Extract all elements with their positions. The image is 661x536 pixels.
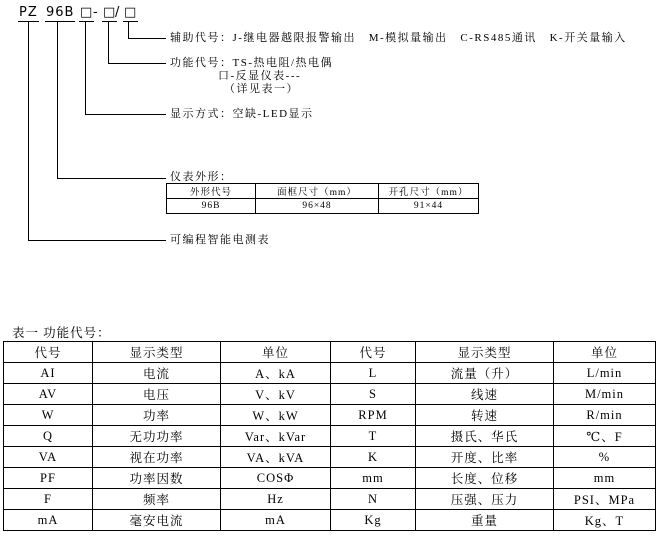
function-table-header-cell: 显示类型 — [93, 342, 221, 363]
function-table-cell: COSΦ — [221, 468, 331, 489]
table-row — [4, 447, 656, 468]
function-table-cell: S — [331, 384, 416, 405]
function-table-header-cell: 显示类型 — [416, 342, 554, 363]
function-table-cell: K — [331, 447, 416, 468]
function-table-cell: 压强、压力 — [416, 489, 554, 510]
connector-line — [85, 22, 86, 114]
branch-func-label: 功能代号：TS-热电阻/热电偶 — [170, 57, 334, 69]
function-table-cell: A、kA — [221, 363, 331, 384]
function-table-cell: mA — [4, 510, 93, 531]
branch-aux-label: 辅助代号：J-继电器越限报警输出 M-模拟量输出 C-RS485通讯 K-开关量输入 — [170, 32, 627, 44]
shape-table-header-cell: 面框尺寸（mm） — [256, 184, 379, 199]
function-table-header-cell: 单位 — [221, 342, 331, 363]
branch-func-label-2: 口-反显仪表--- — [218, 70, 302, 82]
table-row — [4, 426, 656, 447]
function-table-cell: RPM — [331, 405, 416, 426]
function-table-cell: 线速 — [416, 384, 554, 405]
shape-table-cell: 96B — [167, 199, 256, 214]
function-table-cell: 无功功率 — [93, 426, 221, 447]
connector-line — [108, 22, 109, 63]
function-table-cell: 重量 — [416, 510, 554, 531]
function-table — [3, 341, 656, 531]
function-table-cell: VA、kVA — [221, 447, 331, 468]
shape-table — [166, 183, 479, 214]
function-table-cell: 电流 — [93, 363, 221, 384]
function-table-cell: N — [331, 489, 416, 510]
function-table-cell: 频率 — [93, 489, 221, 510]
connector-line — [85, 114, 166, 115]
model-box-icon: □ — [103, 5, 117, 20]
function-table-cell: 流量（升） — [416, 363, 554, 384]
function-table-cell: 功率因数 — [93, 468, 221, 489]
function-table-cell: mA — [221, 510, 331, 531]
function-table-cell: Hz — [221, 489, 331, 510]
function-table-cell: PSI、MPa — [554, 489, 656, 510]
function-table-cell: F — [4, 489, 93, 510]
function-table-cell: T — [331, 426, 416, 447]
table-header-row — [4, 342, 656, 363]
connector-line — [28, 22, 29, 240]
table-row — [4, 489, 656, 510]
function-table-header-cell: 代号 — [4, 342, 93, 363]
connector-line — [128, 38, 166, 39]
model-box-icon: □ — [80, 5, 94, 20]
model-size: 96B — [46, 5, 75, 20]
connector-line — [128, 22, 129, 38]
model-box-icon: □ — [124, 5, 138, 20]
model-prefix: PZ — [19, 5, 38, 20]
model-dash: - — [93, 5, 99, 20]
function-table-cell: ℃、F — [554, 426, 656, 447]
function-table-cell: V、kV — [221, 384, 331, 405]
connector-line — [28, 240, 166, 241]
branch-shape-label: 仪表外形： — [170, 171, 233, 183]
function-table-cell: % — [554, 447, 656, 468]
branch-name-label: 可编程智能电测表 — [170, 234, 270, 246]
function-table-cell: 摄氏、华氏 — [416, 426, 554, 447]
function-table-cell: R/min — [554, 405, 656, 426]
function-table-cell: W、kW — [221, 405, 331, 426]
function-table-cell: 长度、位移 — [416, 468, 554, 489]
function-table-cell: 功率 — [93, 405, 221, 426]
shape-table-header-cell: 开孔尺寸（mm） — [379, 184, 479, 199]
function-table-cell: W — [4, 405, 93, 426]
function-table-cell: 毫安电流 — [93, 510, 221, 531]
function-table-cell: PF — [4, 468, 93, 489]
function-table-cell: 视在功率 — [93, 447, 221, 468]
table-row — [4, 405, 656, 426]
connector-line — [108, 63, 166, 64]
shape-table-cell: 91×44 — [379, 199, 479, 214]
branch-func-label-3: （详见表一） — [224, 83, 299, 95]
function-table-cell: L — [331, 363, 416, 384]
function-table-cell: mm — [554, 468, 656, 489]
function-table-cell: AV — [4, 384, 93, 405]
function-table-cell: AI — [4, 363, 93, 384]
function-table-cell: Kg — [331, 510, 416, 531]
table-row — [4, 384, 656, 405]
branch-display-label: 显示方式：空缺-LED显示 — [170, 108, 314, 120]
shape-table-cell: 96×48 — [256, 199, 379, 214]
function-table-cell: 电压 — [93, 384, 221, 405]
function-table-cell: Kg、T — [554, 510, 656, 531]
function-table-cell: 开度、比率 — [416, 447, 554, 468]
table-row — [4, 510, 656, 531]
function-table-cell: mm — [331, 468, 416, 489]
connector-line — [57, 22, 58, 178]
connector-line — [57, 178, 166, 179]
shape-table-header-cell: 外形代号 — [167, 184, 256, 199]
function-table-header-cell: 代号 — [331, 342, 416, 363]
function-table-cell: M/min — [554, 384, 656, 405]
function-table-title: 表一 功能代号： — [12, 326, 111, 340]
function-table-cell: VA — [4, 447, 93, 468]
function-table-cell: L/min — [554, 363, 656, 384]
function-table-cell: 转速 — [416, 405, 554, 426]
function-table-cell: Var、kVar — [221, 426, 331, 447]
function-table-cell: Q — [4, 426, 93, 447]
model-slash: / — [115, 5, 121, 20]
function-table-header-cell: 单位 — [554, 342, 656, 363]
table-row — [4, 363, 656, 384]
table-row — [4, 468, 656, 489]
